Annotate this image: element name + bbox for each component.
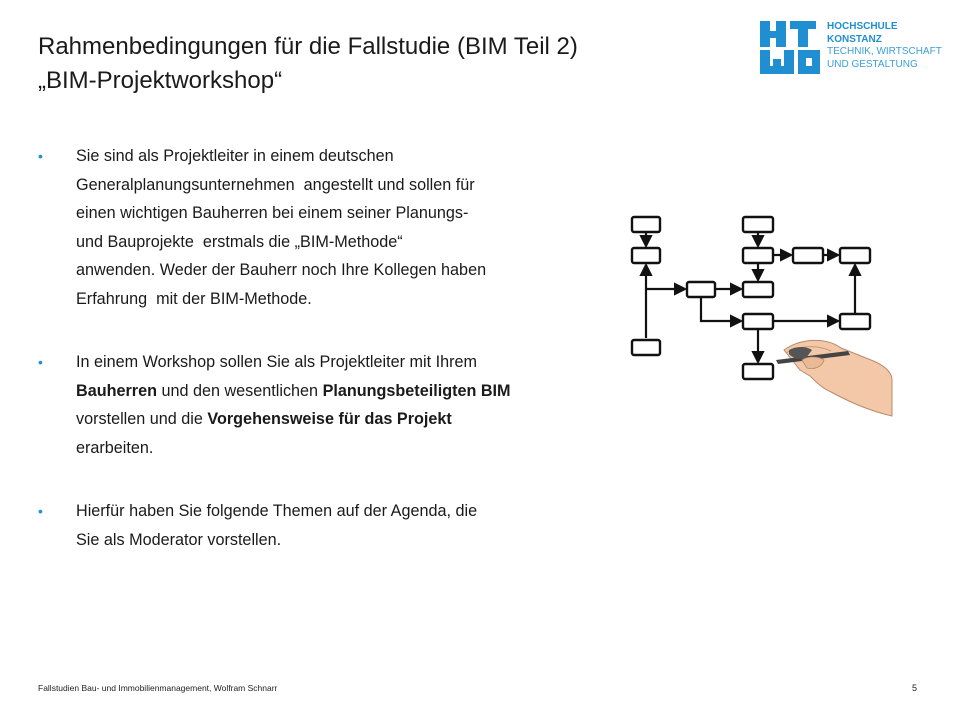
page-number: 5 — [912, 683, 918, 693]
logo-line-3: TECHNIK, WIRTSCHAFT — [827, 46, 942, 57]
bullet-line: In einem Workshop sollen Sie als Projektleiter mit Ihrem — [76, 353, 477, 371]
bullet-item — [38, 142, 598, 313]
bullet-list — [38, 142, 598, 554]
bullet-text: vorstellen und die — [76, 410, 208, 428]
htwg-logo-icon — [760, 21, 822, 75]
logo-text — [827, 21, 942, 71]
logo-line-4: UND GESTALTUNG — [827, 58, 918, 70]
university-logo — [760, 21, 955, 77]
slide-title-line-2: „BIM-Projektworkshop“ — [38, 67, 283, 94]
bullet-line: einen wichtigen Bauherren bei einem seiner Planungs- — [76, 204, 469, 222]
footer-text: Fallstudien Bau- und Immobilienmanagement, Wolfram Schnarr — [38, 683, 278, 693]
bullet-line: Sie sind als Projektleiter in einem deutschen — [76, 147, 394, 165]
slide-title — [38, 30, 698, 98]
emphasis-planungsbeteiligte: Planungsbeteiligten BIM — [322, 381, 511, 400]
logo-line-1: HOCHSCHULE — [827, 21, 898, 32]
bullet-line — [76, 405, 598, 434]
bullet-line: erarbeiten. — [76, 438, 154, 457]
logo-line-2: KONSTANZ — [827, 33, 882, 45]
bullet-line: Hierfür haben Sie folgende Themen auf der Agenda, die — [76, 502, 478, 520]
bullet-line: anwenden. Weder der Bauherr noch Ihre Kollegen haben — [76, 261, 487, 279]
bullet-dot-icon: • — [38, 148, 43, 164]
bullet-text: und den wesentlichen — [156, 381, 323, 400]
bullet-item — [38, 348, 598, 462]
bullet-item — [38, 497, 598, 554]
emphasis-vorgehensweise: Vorgehensweise für das Projekt — [207, 410, 452, 428]
flowchart-hand-drawing-icon — [626, 210, 894, 420]
emphasis-bauherren: Bauherren — [76, 381, 157, 400]
slide-title-line-1: Rahmenbedingungen für die Fallstudie (BIM Teil 2) — [38, 33, 578, 60]
bullet-dot-icon: • — [38, 503, 43, 519]
bullet-line — [76, 377, 598, 406]
bullet-line: Sie als Moderator vorstellen. — [76, 530, 282, 549]
bullet-line: Generalplanungsunternehmen angestellt und sollen für — [76, 175, 475, 194]
bullet-line: Erfahrung mit der BIM-Methode. — [76, 289, 312, 308]
bullet-line: und Bauprojekte erstmals die „BIM-Methode“ — [76, 232, 403, 251]
bullet-dot-icon: • — [38, 354, 43, 370]
